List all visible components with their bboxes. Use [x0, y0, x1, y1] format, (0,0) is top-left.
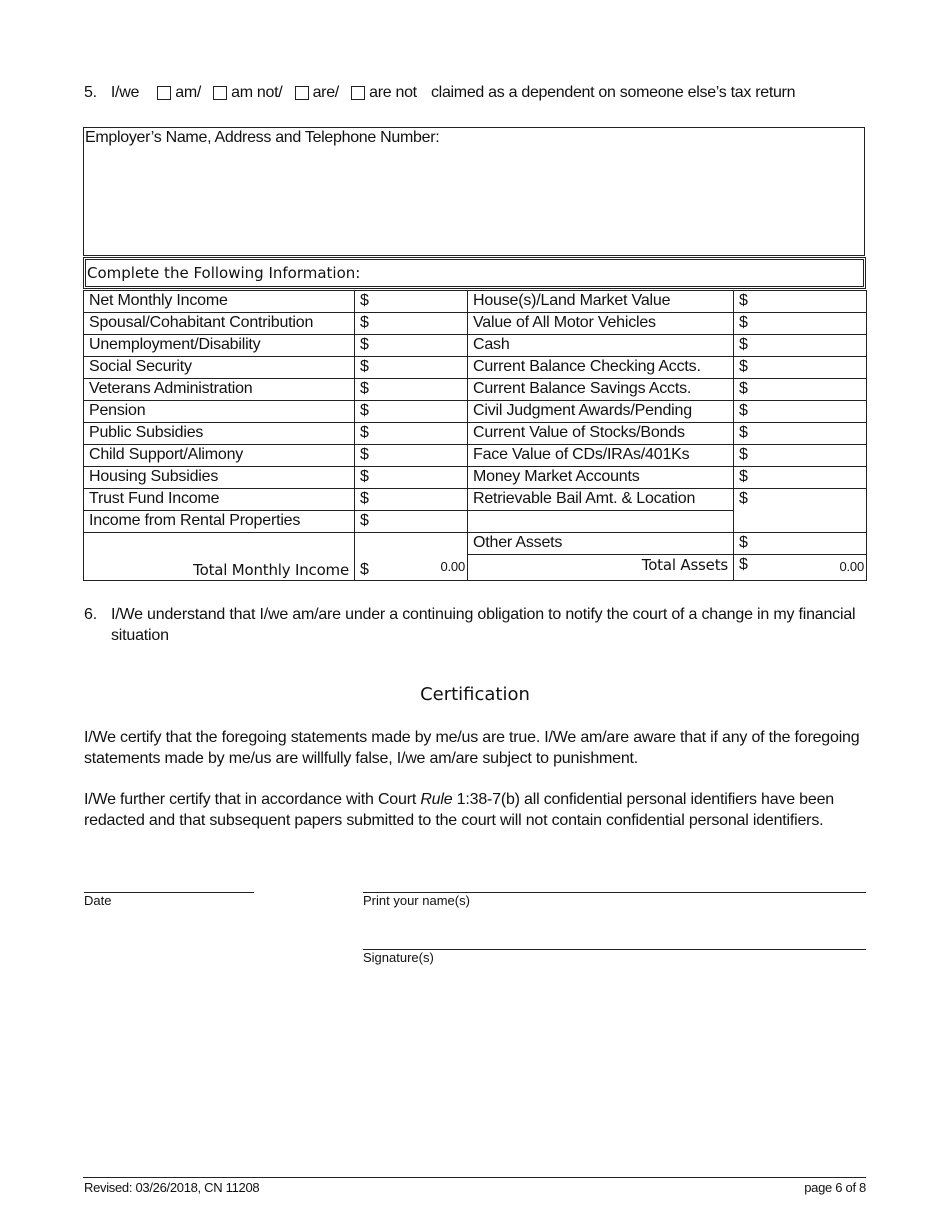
total-monthly-income-field	[355, 533, 468, 581]
income-amount-field[interactable]: $	[355, 445, 468, 467]
asset-label: Current Value of Stocks/Bonds	[468, 423, 734, 445]
income-amount-field[interactable]: $	[355, 423, 468, 445]
certification-para-1: I/We certify that the foregoing statements made by me/us are true. I/We am/are aware that if any of the foregoing statements made by me/us are willfully false, I/we am/are subject to punishment.	[84, 729, 860, 767]
income-label: Veterans Administration	[84, 379, 355, 401]
currency-symbol: $	[360, 561, 369, 578]
income-label: Pension	[84, 401, 355, 423]
question-5-suffix: claimed as a dependent on someone else’s tax return	[430, 84, 796, 101]
total-assets-value: 0.00	[839, 559, 864, 574]
certification-para-2-end: 1:38-7(b) all confidential personal identifiers have been redacted and that subsequent papers submitted to the court will not contain confidential personal identifiers.	[84, 791, 834, 829]
financial-table	[83, 290, 867, 581]
certification-title: Certification	[420, 684, 530, 705]
asset-amount-field[interactable]: $	[734, 445, 867, 467]
income-amount-field[interactable]: $	[355, 335, 468, 357]
table-row	[84, 423, 867, 445]
income-amount-field[interactable]: $	[355, 357, 468, 379]
table-row	[84, 489, 867, 511]
complete-info-header	[83, 257, 866, 289]
table-row	[84, 335, 867, 357]
income-label: Spousal/Cohabitant Contribution	[84, 313, 355, 335]
are-option-label: are/	[312, 84, 339, 101]
footer-revised: Revised: 03/26/2018, CN 11208	[84, 1180, 260, 1195]
table-row	[84, 357, 867, 379]
income-label: Public Subsidies	[84, 423, 355, 445]
certification-rule-word: Rule	[420, 791, 453, 808]
table-row	[84, 313, 867, 335]
table-row	[84, 445, 867, 467]
total-assets-field	[734, 555, 867, 581]
asset-amount-field[interactable]: $	[734, 533, 867, 555]
are-not-option-label: are not	[369, 84, 417, 101]
asset-amount-field[interactable]: $	[734, 291, 867, 313]
currency-symbol: $	[739, 556, 748, 573]
footer-rule	[83, 1177, 866, 1178]
question-6	[84, 604, 874, 646]
am-checkbox[interactable]	[157, 86, 171, 100]
income-amount-field[interactable]: $	[355, 489, 468, 511]
income-label: Child Support/Alimony	[84, 445, 355, 467]
income-label: Net Monthly Income	[84, 291, 355, 313]
income-amount-field[interactable]: $	[355, 511, 468, 533]
asset-label: Cash	[468, 335, 734, 357]
footer-page: page 6 of 8	[804, 1180, 866, 1195]
signature-line[interactable]	[363, 949, 866, 950]
are-checkbox[interactable]	[295, 86, 309, 100]
income-label: Social Security	[84, 357, 355, 379]
complete-info-label: Complete the Following Information:	[87, 264, 361, 282]
are-not-checkbox[interactable]	[351, 86, 365, 100]
signature-label: Signature(s)	[363, 950, 434, 965]
certification-para-2	[84, 789, 854, 831]
print-name-label: Print your name(s)	[363, 893, 470, 908]
question-5-number: 5.	[84, 84, 97, 101]
asset-label: Face Value of CDs/IRAs/401Ks	[468, 445, 734, 467]
total-assets-label: Total Assets	[468, 555, 734, 581]
table-row	[84, 467, 867, 489]
question-5	[84, 84, 795, 102]
am-option-label: am/	[175, 84, 201, 101]
question-6-text: I/We understand that I/we am/are under a continuing obligation to notify the court of a change in my financial situation	[111, 606, 856, 644]
am-not-checkbox[interactable]	[213, 86, 227, 100]
income-amount-field[interactable]: $	[355, 401, 468, 423]
question-6-number: 6.	[84, 606, 97, 623]
table-row	[84, 291, 867, 313]
asset-amount-field[interactable]: $	[734, 401, 867, 423]
income-label: Income from Rental Properties	[84, 511, 355, 533]
date-label: Date	[84, 893, 112, 908]
income-amount-field[interactable]: $	[355, 313, 468, 335]
certification-para-2-start: I/We further certify that in accordance with Court	[84, 791, 421, 808]
employer-field[interactable]	[83, 127, 865, 256]
asset-label-bail-continued	[468, 511, 734, 533]
asset-label: Civil Judgment Awards/Pending	[468, 401, 734, 423]
asset-amount-field[interactable]: $	[734, 335, 867, 357]
income-amount-field[interactable]: $	[355, 291, 468, 313]
asset-amount-field[interactable]: $	[734, 313, 867, 335]
asset-amount-field[interactable]: $	[734, 357, 867, 379]
asset-amount-field[interactable]: $	[734, 423, 867, 445]
income-label: Housing Subsidies	[84, 467, 355, 489]
question-5-prefix: I/we	[110, 84, 140, 101]
asset-label: Current Balance Checking Accts.	[468, 357, 734, 379]
table-row	[84, 401, 867, 423]
income-label: Trust Fund Income	[84, 489, 355, 511]
asset-amount-field[interactable]: $	[734, 489, 867, 533]
asset-label-bail: Retrievable Bail Amt. & Location	[468, 489, 734, 511]
asset-amount-field[interactable]: $	[734, 379, 867, 401]
income-amount-field[interactable]: $	[355, 379, 468, 401]
income-label: Unemployment/Disability	[84, 335, 355, 357]
am-not-option-label: am not/	[231, 84, 283, 101]
asset-label: Current Balance Savings Accts.	[468, 379, 734, 401]
table-row	[84, 379, 867, 401]
table-row	[84, 533, 867, 555]
asset-amount-field[interactable]: $	[734, 467, 867, 489]
income-amount-field[interactable]: $	[355, 467, 468, 489]
asset-label: Money Market Accounts	[468, 467, 734, 489]
total-monthly-income-label: Total Monthly Income	[84, 533, 355, 581]
asset-label: Other Assets	[468, 533, 734, 555]
employer-label: Employer’s Name, Address and Telephone Number:	[85, 129, 440, 146]
asset-label: Value of All Motor Vehicles	[468, 313, 734, 335]
asset-label: House(s)/Land Market Value	[468, 291, 734, 313]
total-monthly-income-value: 0.00	[440, 559, 465, 574]
